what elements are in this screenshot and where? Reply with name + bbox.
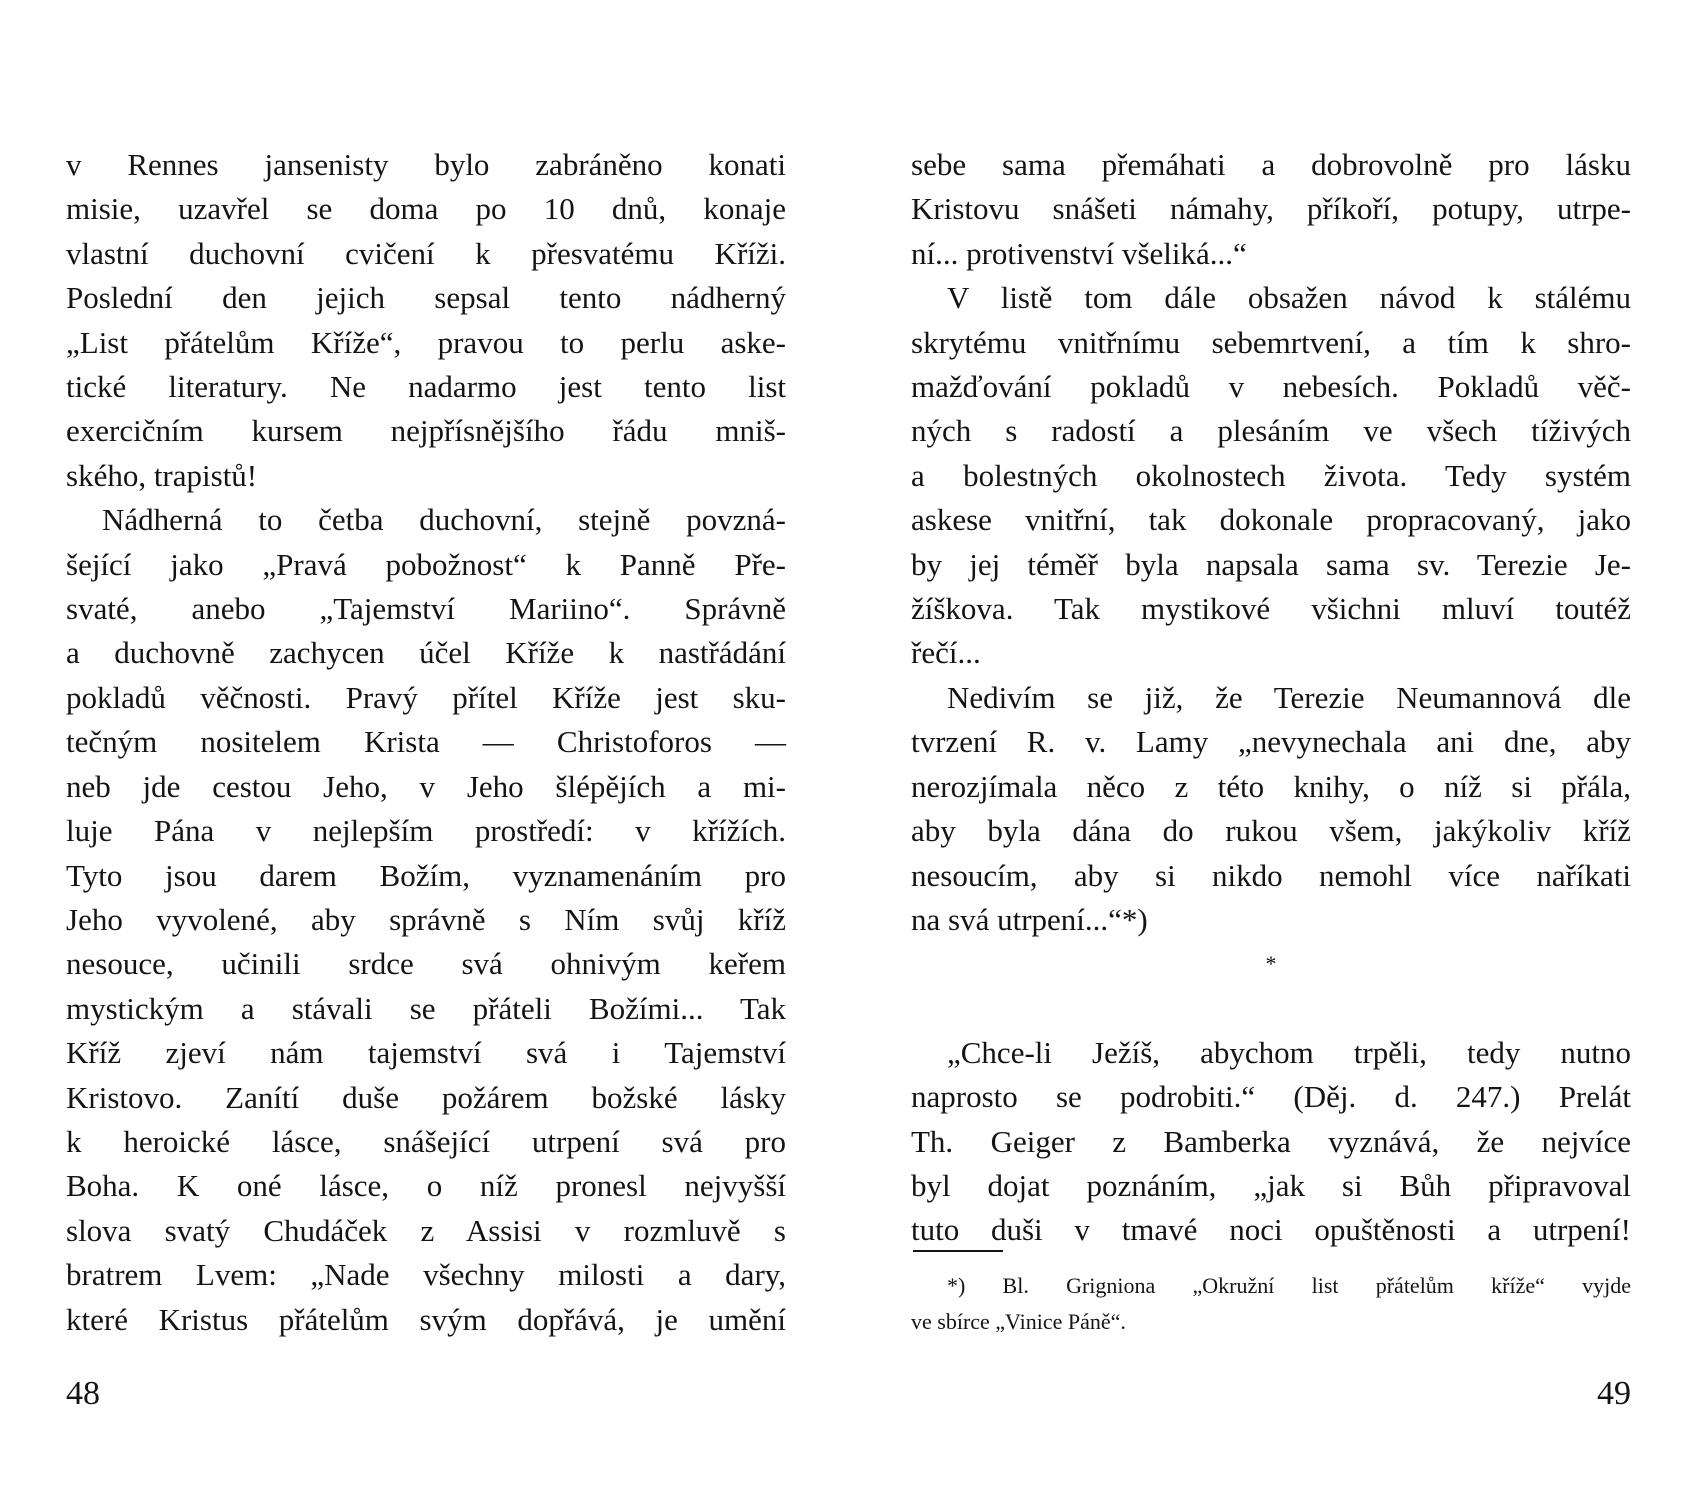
section-separator: * — [1265, 951, 1277, 977]
paragraph — [66, 498, 786, 1342]
right-page — [911, 0, 1631, 1500]
text-line: Boha. K oné lásce, o níž pronesl nejvyšší — [66, 1168, 786, 1204]
text-line: a duchovně zachycen účel Kříže k nastřádání — [66, 635, 786, 671]
left-page — [66, 0, 786, 1500]
text-line: naprosto se podrobiti.“ (Děj. d. 247.) Prelát — [911, 1079, 1631, 1115]
text-line: na svá utrpení...“*) — [911, 901, 1148, 937]
text-line: byl dojat poznáním, „jak si Bůh připravoval — [911, 1167, 1631, 1203]
text-line: bratrem Lvem: „Nade všechny milosti a dary, — [66, 1257, 786, 1293]
page-number-left: 48 — [66, 1375, 100, 1412]
text-line: šející jako „Pravá pobožnost“ k Panně Pře- — [66, 546, 786, 582]
paragraph — [911, 1031, 1631, 1253]
text-line: k heroické lásce, snášející utrpení svá pro — [66, 1123, 786, 1159]
text-line: exercičním kursem nejpřísnějšího řádu mniš- — [66, 413, 786, 449]
footnote-line: *) Bl. Grigniona „Okružní list přátelům kříže“ vyjde — [947, 1273, 1631, 1298]
text-line: žíškova. Tak mystikové všichni mluví toutéž — [911, 591, 1631, 627]
text-line: tečným nositelem Krista — Christoforos — — [66, 724, 786, 760]
text-line: skrytému vnitřnímu sebemrtvení, a tím k shro- — [911, 324, 1631, 360]
text-line: vlastní duchovní cvičení k přesvatému Kříži. — [66, 235, 786, 271]
text-line: Jeho vyvolené, aby správně s Ním svůj kříž — [66, 901, 786, 937]
text-line: Kristovu snášeti námahy, příkoří, potupy, utrpe- — [911, 191, 1631, 227]
text-line: ných s radostí a plesáním ve všech tíživých — [911, 413, 1631, 449]
footnote-rule — [913, 1250, 1003, 1252]
text-line: svaté, anebo „Tajemství Mariino“. Správně — [66, 591, 786, 627]
text-line: Nedivím se již, že Terezie Neumannová dle — [947, 679, 1631, 715]
text-line: nerozjímala něco z této knihy, o níž si přála, — [911, 768, 1631, 804]
text-line: slova svatý Chudáček z Assisi v rozmluvě s — [66, 1212, 786, 1248]
text-line: nesoucím, aby si nikdo nemohl více naříkati — [911, 857, 1631, 893]
footnote — [911, 1268, 1631, 1340]
text-line: nesouce, učinili srdce svá ohnivým keřem — [66, 946, 786, 982]
paragraph — [911, 276, 1631, 676]
text-line: sebe sama přemáhati a dobrovolně pro lásku — [911, 147, 1631, 182]
text-line: v Rennes jansenisty bylo zabráněno konati — [66, 147, 786, 182]
text-line: Th. Geiger z Bamberka vyznává, že nejvíce — [911, 1123, 1631, 1159]
text-line: neb jde cestou Jeho, v Jeho šlépějích a mi- — [66, 768, 786, 804]
paragraph — [66, 143, 786, 498]
text-line: „Chce-li Ježíš, abychom trpěli, tedy nutno — [947, 1034, 1631, 1070]
text-line: ní... protivenství všeliká...“ — [911, 235, 1247, 271]
text-line: mystickým a stávali se přáteli Božími... Tak — [66, 990, 786, 1026]
footnote-line: ve sbírce „Vinice Páně“. — [911, 1309, 1126, 1334]
text-line: pokladů věčnosti. Pravý přítel Kříže jest sku- — [66, 679, 786, 715]
text-line: misie, uzavřel se doma po 10 dnů, konaje — [66, 191, 786, 227]
right-page-text — [911, 143, 1631, 1253]
text-line: V listě tom dále obsažen návod k stálému — [947, 280, 1631, 316]
text-line: tvrzení R. v. Lamy „nevynechala ani dne, aby — [911, 724, 1631, 760]
text-line: tuto duši v tmavé noci opuštěnosti a utrpení! — [911, 1212, 1631, 1248]
blank-space — [911, 987, 1631, 1031]
text-line: tické literatury. Ne nadarmo jest tento list — [66, 369, 786, 405]
text-line: řečí... — [911, 635, 981, 671]
text-line: luje Pána v nejlepším prostředí: v křížích. — [66, 813, 786, 849]
text-line: mažďování pokladů v nebesích. Pokladů věč- — [911, 369, 1631, 405]
text-line: ského, trapistů! — [66, 457, 258, 493]
text-line: Nádherná to četba duchovní, stejně povzná- — [102, 502, 786, 538]
text-line: by jej téměř byla napsala sama sv. Terezie Je- — [911, 546, 1631, 582]
text-line: Kristovo. Zanítí duše požárem božské lásky — [66, 1079, 786, 1115]
paragraph — [911, 676, 1631, 942]
text-line: Tyto jsou darem Božím, vyznamenáním pro — [66, 857, 786, 893]
text-line: které Kristus přátelům svým dopřává, je umění — [66, 1301, 786, 1337]
text-line: a bolestných okolnostech života. Tedy systém — [911, 457, 1631, 493]
text-line: askese vnitřní, tak dokonale propracovaný, jako — [911, 502, 1631, 538]
text-line: aby byla dána do rukou všem, jakýkoliv kříž — [911, 813, 1631, 849]
text-line: „List přátelům Kříže“, pravou to perlu aske- — [66, 324, 786, 360]
text-line: Kříž zjeví nám tajemství svá i Tajemství — [66, 1035, 786, 1071]
left-page-text — [66, 143, 786, 1342]
paragraph — [911, 143, 1631, 276]
text-line: Poslední den jejich sepsal tento nádherný — [66, 280, 786, 316]
page-number-right: 49 — [1597, 1375, 1631, 1412]
